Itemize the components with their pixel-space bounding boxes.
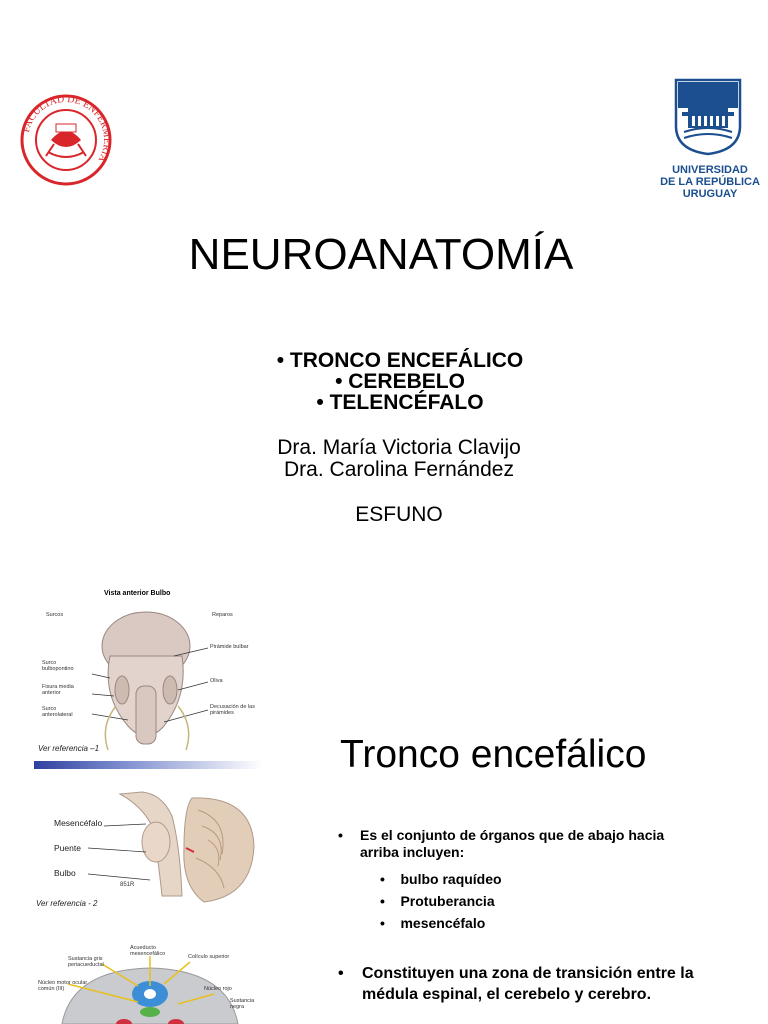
topic-label: TRONCO ENCEFÁLICO xyxy=(289,349,524,372)
figure-mesencefalo-corte xyxy=(32,942,262,1024)
page-title: NEUROANATOMÍA xyxy=(188,230,574,279)
sub-item: • mesencéfalo xyxy=(380,915,486,931)
label-coliculo-superior: Colículo superior xyxy=(188,954,230,960)
label-mesencefalo: Mesencéfalo xyxy=(54,818,103,828)
label-fisura-media-anterior: Fisura media anterior xyxy=(42,684,74,696)
sub-item-label: Protuberancia xyxy=(400,893,495,909)
sub-list xyxy=(380,868,600,934)
organization: ESFUNO xyxy=(355,503,443,526)
authors xyxy=(0,437,768,481)
figure-caption: Ver referencia - 2 xyxy=(36,899,98,908)
sub-item-label: mesencéfalo xyxy=(400,915,486,931)
bullet-transition xyxy=(338,963,698,1005)
universidad-shield-logo xyxy=(674,78,742,156)
bullet-text: Es el conjunto de órganos que de abajo hacia arriba incluyen: xyxy=(360,827,665,860)
label-puente: Puente xyxy=(54,843,81,853)
sub-item: • Protuberancia xyxy=(380,893,495,909)
univ-line3: URUGUAY xyxy=(682,188,738,200)
bullet-marker: • xyxy=(338,827,343,843)
author-name: Dra. Carolina Fernández xyxy=(284,458,514,481)
figure-code: 851R xyxy=(120,882,135,888)
facultad-de-enfermeria-seal xyxy=(18,94,114,186)
label-surco-bulbopontino: Surco bulbopontino xyxy=(42,660,74,672)
label-piramide-bulbar: Pirámide bulbar xyxy=(210,644,249,650)
topic-label: TELENCÉFALO xyxy=(329,391,484,414)
topic-item: • TELENCÉFALO xyxy=(316,391,484,414)
label-decusacion: Decusación de las pirámides xyxy=(210,704,255,716)
topic-item: • TRONCO ENCEFÁLICO xyxy=(276,349,524,372)
topic-item: • CEREBELO xyxy=(335,370,465,393)
label-nucleo-motor: Núcleo motor ocular común (III) xyxy=(38,980,88,992)
figure-divider-bar xyxy=(34,761,262,769)
figure-caption: Ver referencia –1 xyxy=(38,744,100,753)
label-bulbo: Bulbo xyxy=(54,868,76,878)
label-acueducto: Acueducto mesencefálico xyxy=(130,945,166,957)
author-name: Dra. María Victoria Clavijo xyxy=(277,436,521,459)
seal-text: FACULTAD DE ENFERMERIA xyxy=(20,94,113,164)
figure-title: Vista anterior Bulbo xyxy=(104,590,171,597)
univ-line1: UNIVERSIDAD xyxy=(672,164,748,176)
figure-sagittal xyxy=(32,786,262,912)
label-nucleo-rojo: Núcleo rojo xyxy=(204,986,232,992)
topic-label: CEREBELO xyxy=(348,370,465,393)
topics-list xyxy=(0,350,768,413)
label-oliva: Oliva xyxy=(210,678,223,684)
section-title: Tronco encefálico xyxy=(340,733,647,776)
label-surco-anterolateral: Surco anterolateral xyxy=(42,706,73,718)
sub-item-label: bulbo raquídeo xyxy=(400,871,502,887)
univ-line2: DE LA REPÚBLICA xyxy=(660,176,760,188)
bullet-definition xyxy=(338,827,688,861)
bullet-marker: • xyxy=(338,965,344,982)
col-label-reparos: Reparos xyxy=(212,612,233,618)
figure-bulbo-anterior xyxy=(32,586,262,772)
sub-item: • bulbo raquídeo xyxy=(380,871,502,887)
bullet-text: Constituyen una zona de transición entre la médula espinal, el cerebelo y cerebro. xyxy=(362,965,694,1003)
universidad-name xyxy=(655,164,765,200)
col-label-surcos: Surcos xyxy=(46,612,64,618)
label-sustancia-negra: Sustancia negra xyxy=(230,998,255,1010)
label-sustancia-gris: Sustancia gris periacueductal xyxy=(68,956,104,968)
